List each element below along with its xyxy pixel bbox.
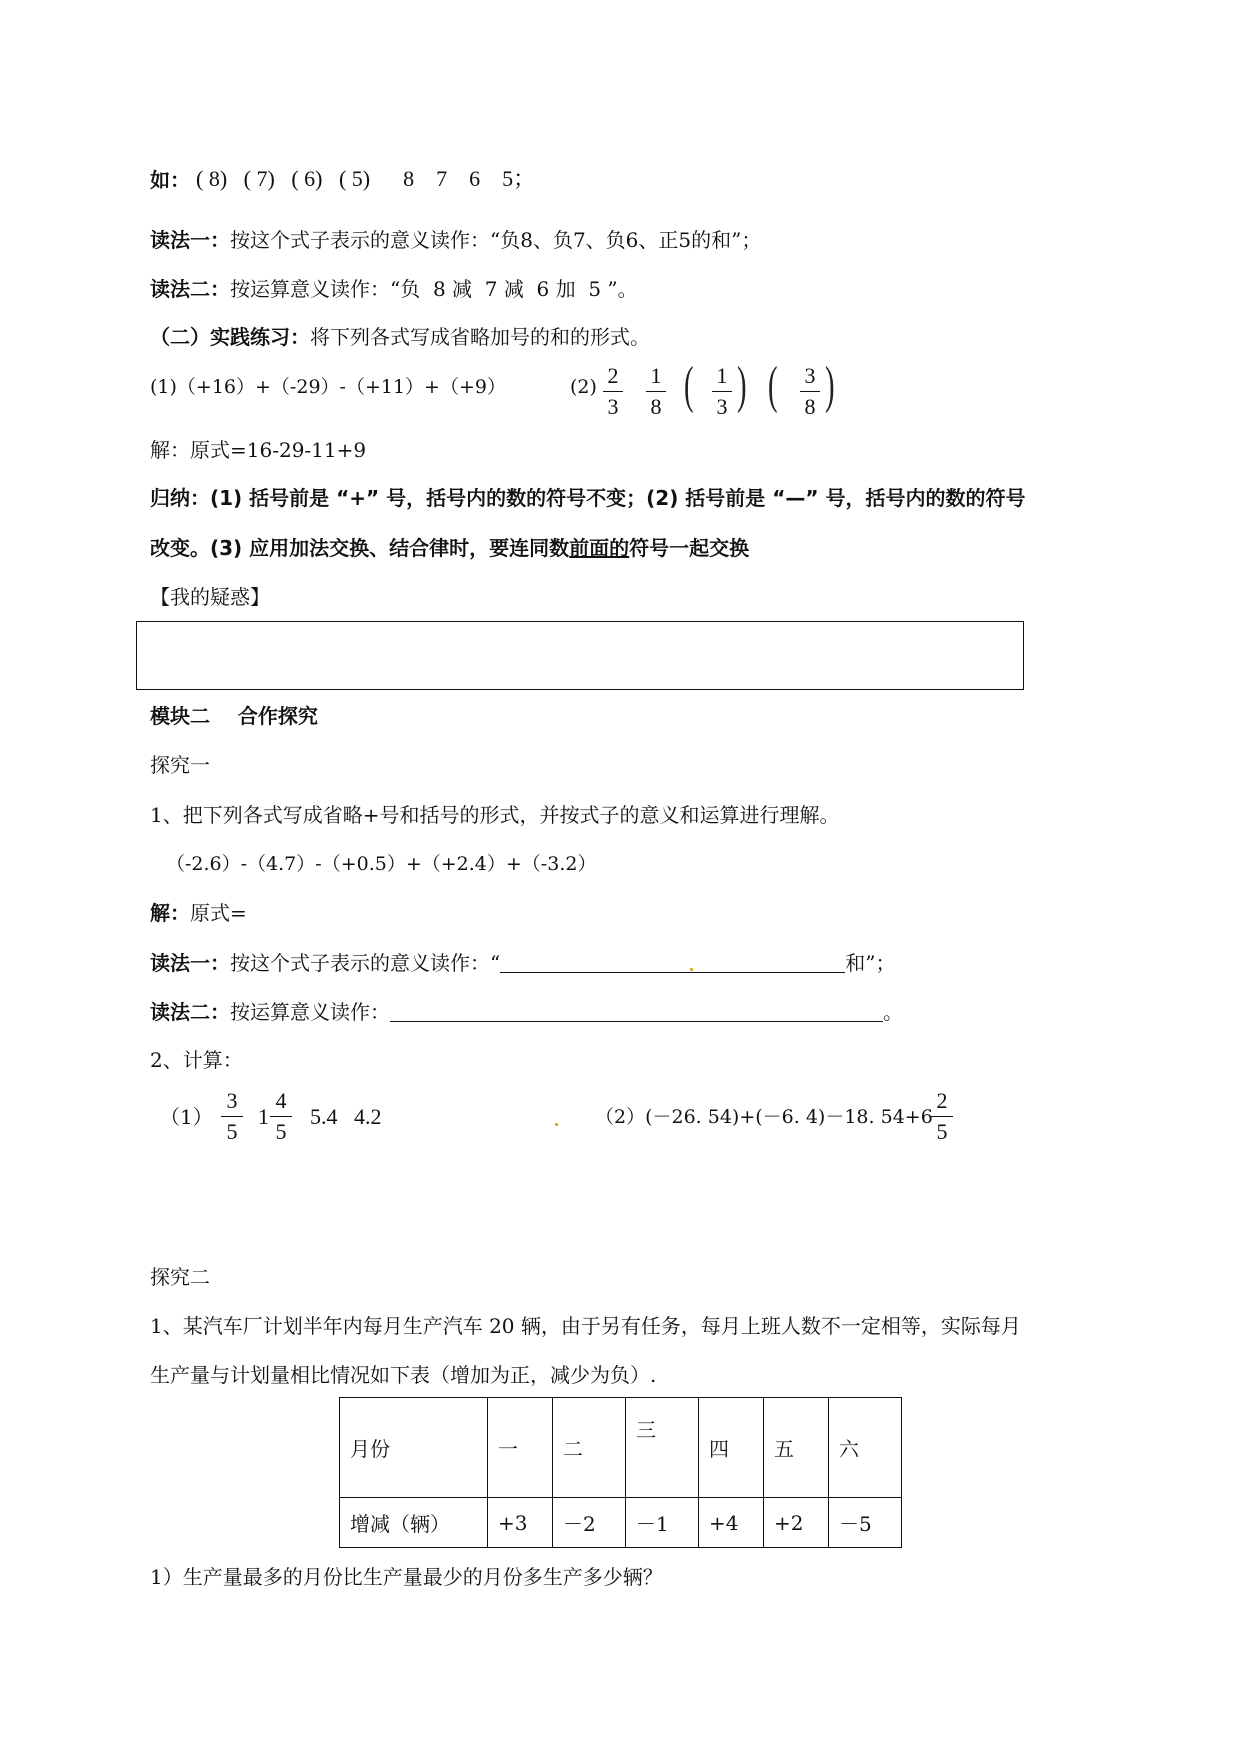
reading1-text: 按这个式子表示的意义读作：“负8、负7、负6、正5的和”； xyxy=(230,228,762,252)
table-row xyxy=(340,1398,902,1498)
calc1-rest: 5.4 4.2 xyxy=(310,1104,382,1129)
left-paren-icon: ( xyxy=(768,357,778,414)
example-expression xyxy=(196,168,535,190)
expr-token: ( xyxy=(243,166,251,191)
table-cell: 五 xyxy=(764,1398,829,1498)
explore1-reading2 xyxy=(150,1001,903,1022)
reading2-line xyxy=(150,279,638,299)
stray-dot-icon xyxy=(555,1123,558,1126)
summary-line2 xyxy=(150,538,749,558)
calc1-number: （1） xyxy=(160,1105,213,1129)
stray-dot-icon xyxy=(690,968,693,971)
expr-token: 6 xyxy=(469,166,481,191)
doubt-label: 【我的疑惑】 xyxy=(150,585,270,609)
explore1-title: 探究一 xyxy=(150,753,210,777)
reading1-blank[interactable] xyxy=(500,952,845,973)
solution-label: 解： xyxy=(150,901,190,925)
expr-token: 7) xyxy=(256,166,275,191)
fraction-numerator: 3 xyxy=(226,1088,238,1113)
production-table xyxy=(339,1397,902,1548)
explore1-question1: 1、把下列各式写成省略+号和括号的形式，并按式子的意义和运算进行理解。 xyxy=(150,803,840,827)
table-row xyxy=(340,1498,902,1548)
fraction-numerator: 4 xyxy=(275,1088,287,1113)
reading1-line xyxy=(150,230,761,250)
expr-token: ( xyxy=(338,166,347,191)
fraction-denominator: 3 xyxy=(716,394,728,419)
fraction-numerator: 3 xyxy=(804,363,816,388)
fraction xyxy=(931,1090,953,1143)
example-prefix: 如： xyxy=(150,168,190,192)
explore2-question1: 1）生产量最多的月份比生产量最少的月份多生产多少辆？ xyxy=(150,1565,663,1589)
calc2-expression: （2）(－26. 54)+(－6. 4)－18. 54+6 xyxy=(595,1106,933,1128)
practice-label: （二）实践练习： xyxy=(150,325,310,349)
fraction-denominator: 5 xyxy=(226,1119,238,1144)
explore2-title: 探究二 xyxy=(150,1265,210,1289)
reading2-text: 按运算意义读作：“负 8 减 7 减 6 加 5 ”。 xyxy=(230,277,638,301)
summary-line1: 归纳：(1) 括号前是 “+” 号，括号内的数的符号不变；(2) 括号前是 “—” 号，括号内的数的符号 xyxy=(150,486,1026,510)
table-cell: 四 xyxy=(699,1398,764,1498)
table-cell: 三 xyxy=(626,1398,699,1498)
explore1-reading1 xyxy=(150,952,895,973)
right-paren-icon: ) xyxy=(737,357,747,414)
fraction xyxy=(270,1090,292,1143)
fraction-denominator: 5 xyxy=(936,1119,948,1144)
summary-line2-b: 符号一起交换 xyxy=(629,536,750,560)
right-paren-icon: ) xyxy=(825,357,835,414)
reading1-end: 和”； xyxy=(845,951,896,975)
fraction-numerator: 1 xyxy=(650,363,662,388)
table-cell: －5 xyxy=(829,1498,902,1548)
expr-token: 6) xyxy=(304,166,323,191)
explore1-expression: （-2.6）-（4.7）-（+0.5）+（+2.4）+（-3.2） xyxy=(166,853,597,875)
reading2-text: 按运算意义读作： xyxy=(230,1000,390,1024)
expr-token: 5； xyxy=(502,166,536,191)
table-cell: +4 xyxy=(699,1498,764,1548)
fraction xyxy=(800,365,820,418)
problem2-number: (2) xyxy=(570,376,597,398)
fraction-denominator: 8 xyxy=(804,394,816,419)
table-cell: －1 xyxy=(626,1498,699,1548)
fraction-denominator: 5 xyxy=(275,1119,287,1144)
expr-token: ( xyxy=(196,166,204,191)
doubt-box[interactable] xyxy=(136,621,1024,690)
summary-underlined: 前面的 xyxy=(569,536,630,560)
table-cell: －2 xyxy=(553,1498,626,1548)
module2-heading: 模块二 合作探究 xyxy=(150,704,318,728)
calc1-whole: 1 xyxy=(258,1104,269,1129)
table-header-cell: 增减（辆） xyxy=(340,1498,488,1548)
practice-line xyxy=(150,327,650,347)
table-cell: +2 xyxy=(764,1498,829,1548)
fraction-numerator: 2 xyxy=(936,1088,948,1113)
reading2-blank[interactable] xyxy=(390,1001,883,1022)
table-cell: +3 xyxy=(488,1498,553,1548)
fraction-denominator: 8 xyxy=(650,394,662,419)
explore2-paragraph-line1: 1、某汽车厂计划半年内每月生产汽车 20 辆，由于另有任务，每月上班人数不一定相等，实际每月 xyxy=(150,1314,1021,1338)
expr-token: 5) xyxy=(351,166,371,191)
solution-text: 原式= xyxy=(190,901,247,925)
explore1-solution xyxy=(150,903,247,923)
expr-token: ( xyxy=(291,166,299,191)
table-cell: 一 xyxy=(488,1398,553,1498)
fraction xyxy=(646,365,666,418)
explore1-question2: 2、计算： xyxy=(150,1048,243,1072)
fraction xyxy=(712,365,732,418)
summary-line2-a: 改变。(3) 应用加法交换、结合律时，要连同数 xyxy=(150,536,570,560)
table-cell: 六 xyxy=(829,1398,902,1498)
table-cell: 二 xyxy=(553,1398,626,1498)
reading2-end: 。 xyxy=(883,1000,903,1024)
explore2-paragraph-line2: 生产量与计划量相比情况如下表（增加为正，减少为负）. xyxy=(150,1363,657,1387)
fraction-denominator: 3 xyxy=(607,394,619,419)
expr-token: 8 xyxy=(403,166,415,191)
expr-token: 7 xyxy=(436,166,448,191)
expr-token: 8) xyxy=(208,166,228,191)
reading1-text: 按这个式子表示的意义读作：“ xyxy=(230,951,501,975)
reading2-label: 读法二： xyxy=(150,1000,230,1024)
problem1: (1)（+16）+（-29）-（+11）+（+9） xyxy=(150,376,506,398)
practice-text: 将下列各式写成省略加号的和的形式。 xyxy=(310,325,650,349)
fraction-numerator: 1 xyxy=(716,363,728,388)
reading1-label: 读法一： xyxy=(150,951,230,975)
fraction xyxy=(603,365,623,418)
fraction-numerator: 2 xyxy=(607,363,619,388)
solution1: 解：原式=16-29-11+9 xyxy=(150,438,367,462)
left-paren-icon: ( xyxy=(684,357,694,414)
table-header-cell: 月份 xyxy=(340,1398,488,1498)
fraction xyxy=(221,1090,243,1143)
reading2-label: 读法二： xyxy=(150,277,230,301)
reading1-label: 读法一： xyxy=(150,228,230,252)
